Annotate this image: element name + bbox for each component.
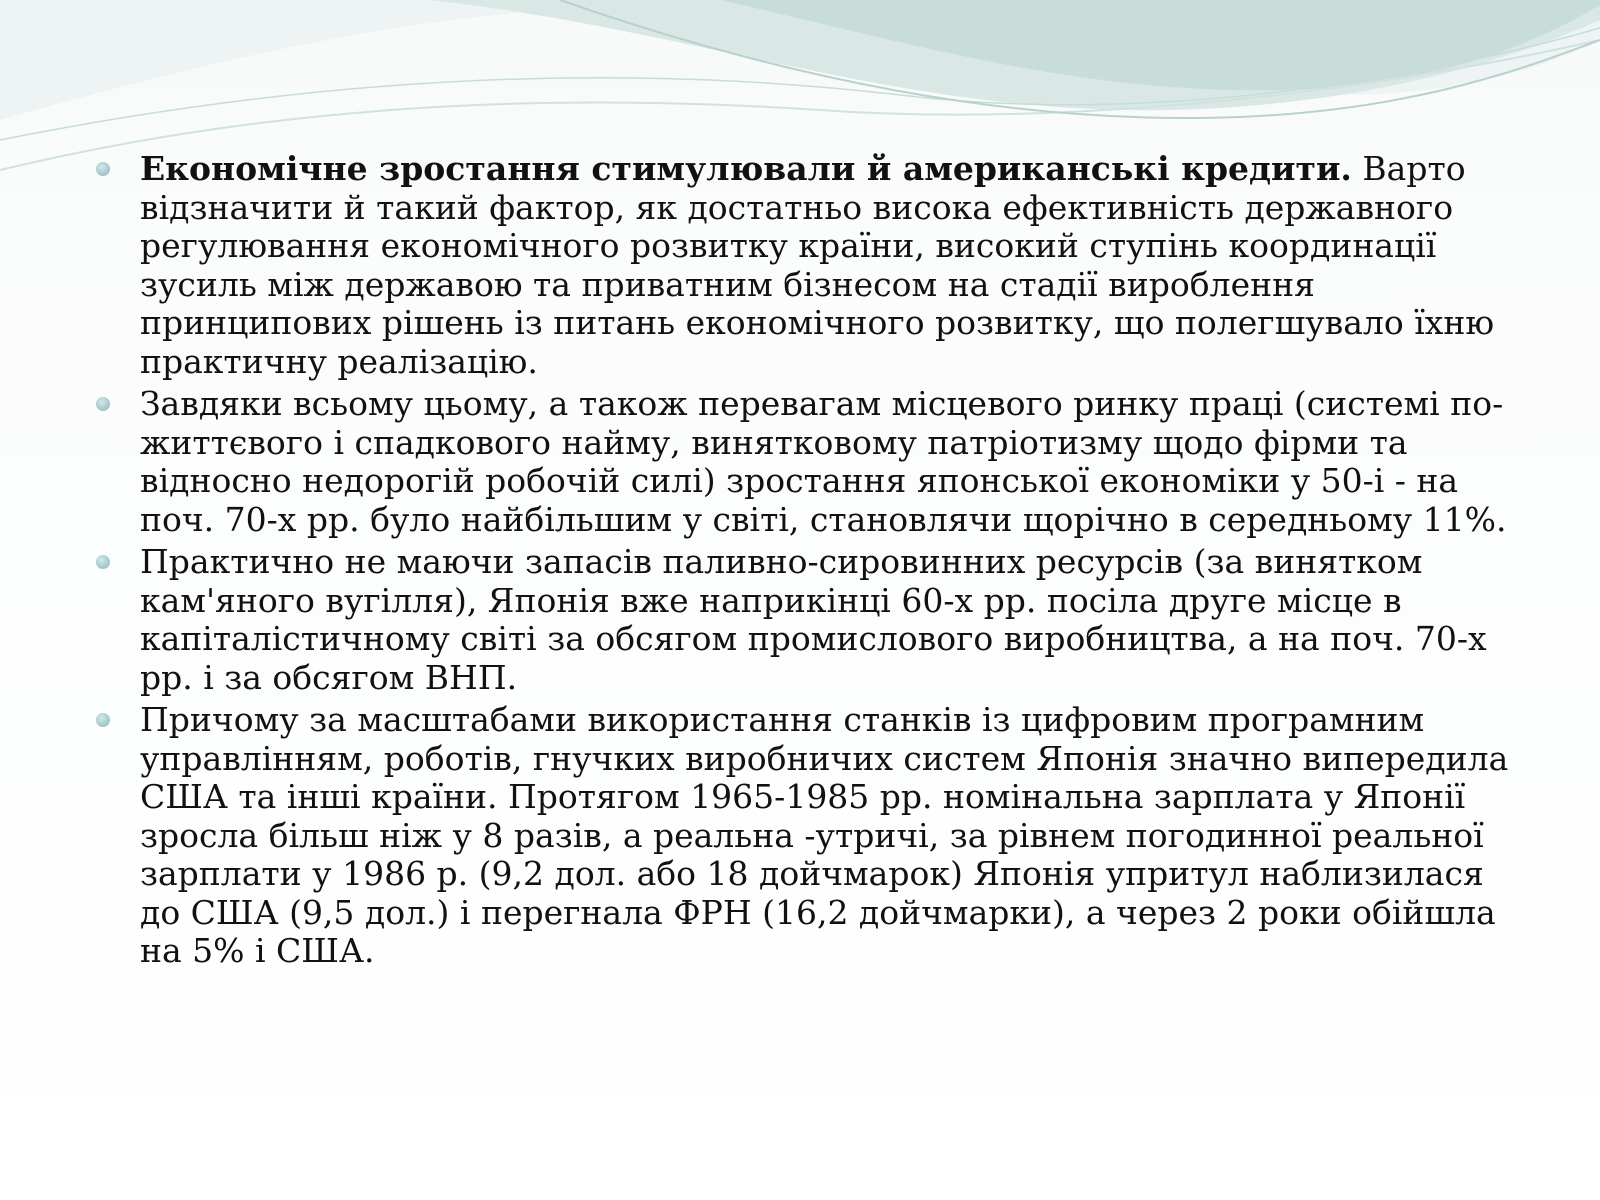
bullet-list xyxy=(94,150,1524,971)
bullet-text: Варто відзначити й такий фактор, як достатньо висока ефективність державного регулювання економічного розвитку країни, високий ступінь координації зусиль між державою та приватним бізнесом на стадії вироблення принципових рішень із питань економічного розвитку, що полегшувало їхню практичну реалізацію. xyxy=(140,149,1495,381)
bullet-text: Причому за масштабами використання станків із цифровим програмним управлінням, роботів, гнучких виробничих систем Японія значно випередила США та інші країни. Протягом 1965-1985 рр. номінальна зарплата у Японії зросла більш ніж у 8 разів, а реальна -утричі, за рівнем погодинної реальної зарплати у 1986 р. (9,2 дол. або 18 дойчмарок) Японія упритул наблизилася до США (9,5 дол.) і перегнала ФРН (16,2 дойчмарки), а через 2 роки обійшла на 5% і США. xyxy=(140,700,1509,970)
bullet-dot-icon xyxy=(96,162,110,176)
bullet-text: Практично не маючи запасів паливно-сировинних ресурсів (за винятком кам'яного вугілля), Японія вже наприкінці 60-х рр. посіла друге місце в капіталістичному світі за обсягом промислового виробництва, а на поч. 70-х рр. і за обсягом ВНП. xyxy=(140,542,1487,697)
bullet-item xyxy=(94,385,1524,539)
bullet-dot-icon xyxy=(96,713,110,727)
bullet-dot-icon xyxy=(96,397,110,411)
bullet-item xyxy=(94,701,1524,971)
bullet-item xyxy=(94,543,1524,697)
bullet-bold-text: Економічне зростання стимулювали й американські кредити. xyxy=(140,149,1352,188)
bullet-text: Завдяки всьому цьому, а також перевагам місцевого ринку праці (системі по-життєвого і спадкового найму, винятковому патріотизму щодо фірми та відносно недорогій робочій силі) зростання японської економіки у 50-і - на поч. 70-х рр. було найбільшим у світі, становлячи щорічно в середньому 11%. xyxy=(140,384,1507,539)
bullet-item xyxy=(94,150,1524,381)
slide-content xyxy=(94,150,1524,975)
bullet-dot-icon xyxy=(96,555,110,569)
